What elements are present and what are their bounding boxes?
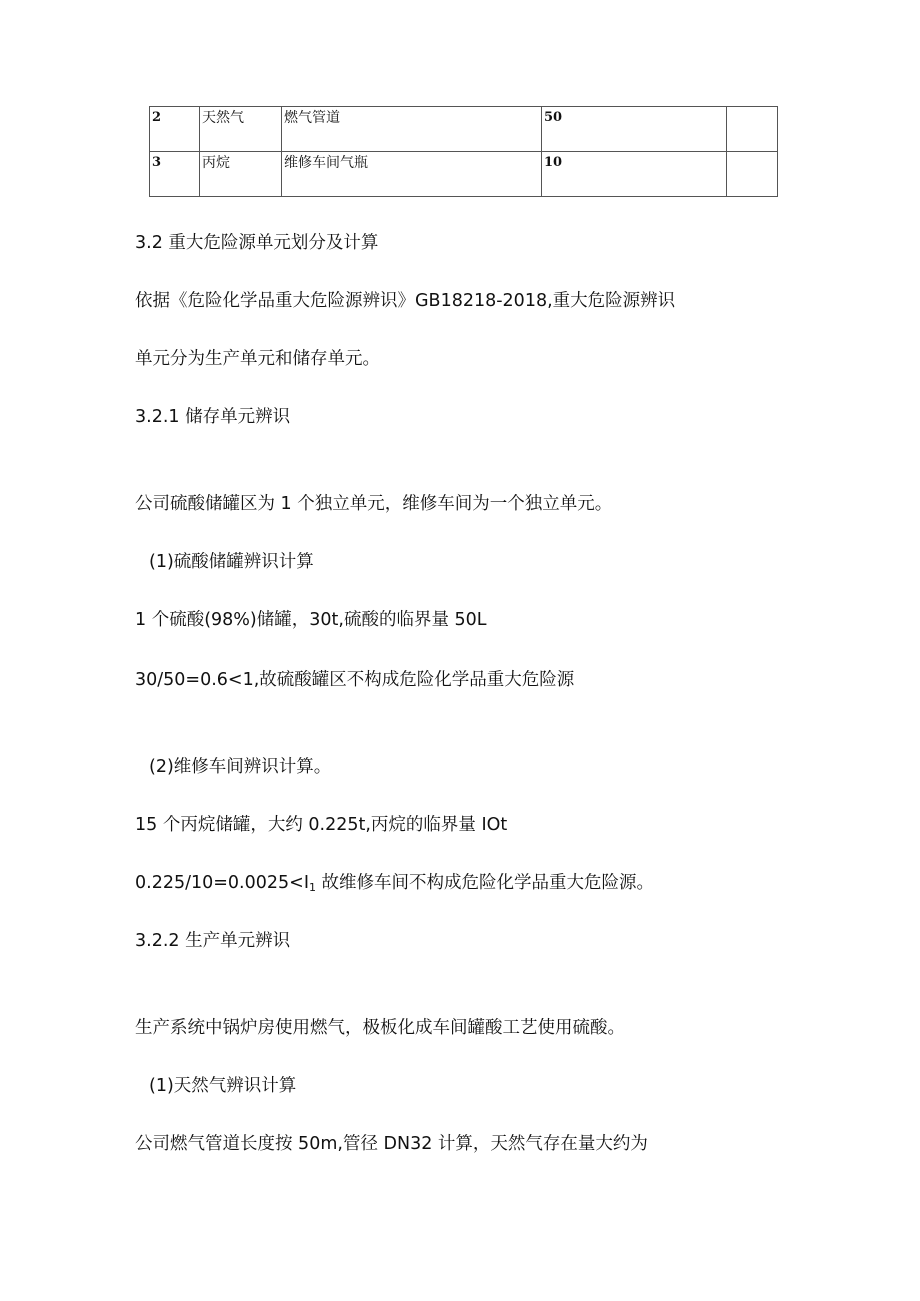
paragraph-line: 30/50=0.6<1,故硫酸罐区不构成危险化学品重大危险源: [135, 670, 575, 690]
table-cell-quantity: 10: [542, 152, 727, 197]
formula-text: 故维修车间不构成危险化学品重大危险源。: [315, 873, 655, 893]
paragraph-line: 单元分为生产单元和储存单元。: [135, 349, 380, 369]
table-cell-substance: 丙烷: [200, 152, 282, 197]
paragraph-line: 1 个硫酸(98%)储罐，30t,硫酸的临界量 50L: [135, 610, 487, 630]
paragraph-line: 依据《危险化学品重大危险源辨识》GB18218-2018,重大危险源辨识: [135, 291, 676, 311]
paragraph-line: 公司硫酸储罐区为 1 个独立单元，维修车间为一个独立单元。: [135, 494, 613, 514]
item-title: (2)维修车间辨识计算。: [149, 757, 332, 777]
table-cell-location: 燃气管道: [282, 107, 542, 152]
table-cell-quantity: 50: [542, 107, 727, 152]
formula-line: [135, 871, 654, 900]
section-heading-3-2: 3.2 重大危险源单元划分及计算: [135, 233, 379, 253]
table-cell-no: 2: [150, 107, 200, 152]
item-title: (1)硫酸储罐辨识计算: [149, 552, 314, 572]
item-title: (1)天然气辨识计算: [149, 1076, 297, 1096]
table-cell-substance: 天然气: [200, 107, 282, 152]
hazard-substance-table: [149, 106, 778, 197]
paragraph-line: 公司燃气管道长度按 50m,管径 DN32 计算，天然气存在量大约为: [135, 1134, 648, 1154]
formula-text: 0.225/10=0.0025<I: [135, 873, 309, 893]
section-heading-3-2-2: 3.2.2 生产单元辨识: [135, 931, 291, 951]
subscript: 1: [308, 881, 316, 894]
table-cell-no: 3: [150, 152, 200, 197]
table-cell-note: [727, 152, 778, 197]
paragraph-line: 生产系统中锅炉房使用燃气，极板化成车间罐酸工艺使用硫酸。: [135, 1018, 625, 1038]
table-row: [150, 107, 778, 152]
table-cell-location: 维修车间气瓶: [282, 152, 542, 197]
table-cell-note: [727, 107, 778, 152]
paragraph-line: 15 个丙烷储罐，大约 0.225t,丙烷的临界量 IOt: [135, 815, 508, 835]
section-heading-3-2-1: 3.2.1 储存单元辨识: [135, 407, 291, 427]
table-row: [150, 152, 778, 197]
